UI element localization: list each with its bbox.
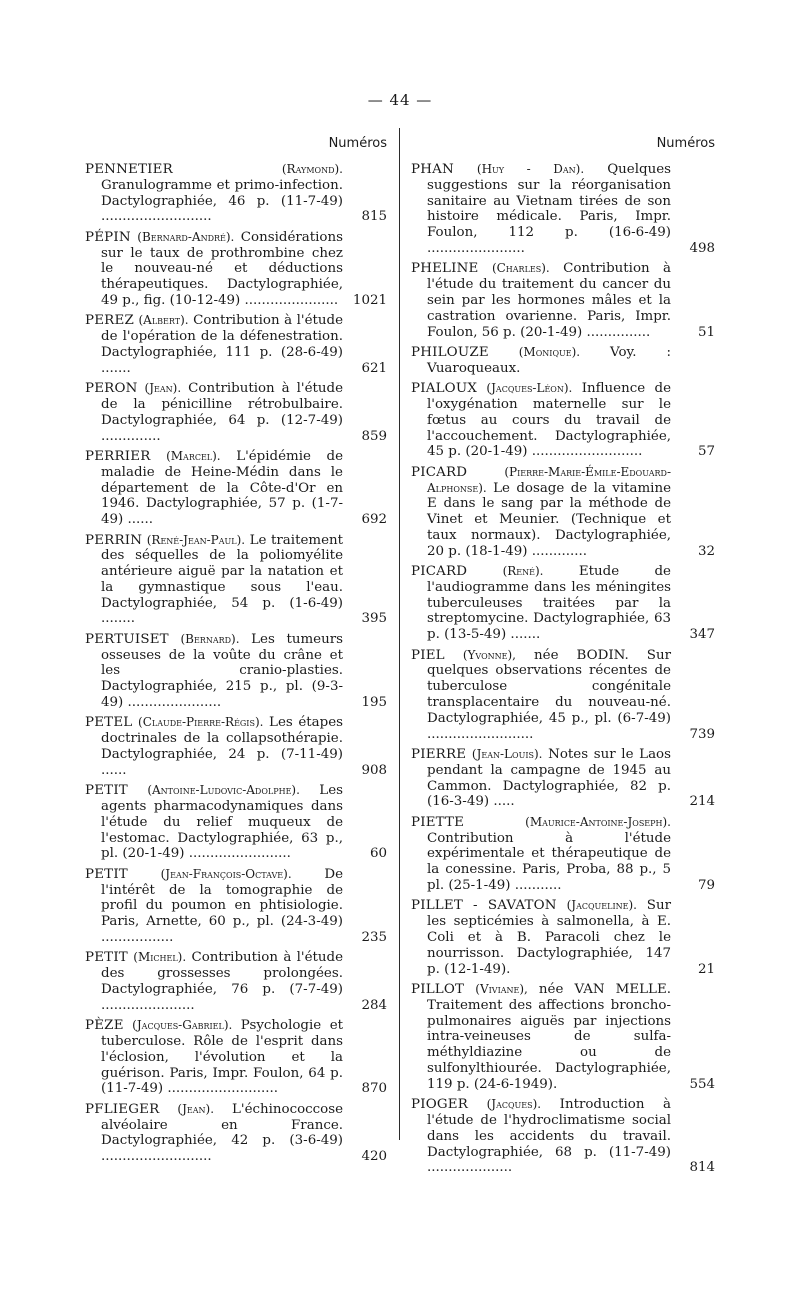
thesis-description: Les étapes doctrinales de la collapsothérapie. Dactylographiée, 24 p. (7-11-49) ...... (101, 715, 344, 778)
entry-text (85, 867, 387, 946)
left-column (85, 136, 387, 1170)
bibliography-entry (411, 162, 715, 257)
author-first-names: (René-Jean-Paul). (146, 532, 246, 547)
column-header-left: Numéros (328, 136, 387, 151)
thesis-description: De l'intérêt de la tomographie de profil du poumon en phtisiologie. Paris, Arnette, 60 p., pl. (24-3-49) ................. (101, 866, 343, 945)
thesis-description: Psychologie et tuberculose. Rôle de l'esprit dans l'éclosion, l'évolution et la guérison. Paris, Impr. Foulon, 64 p. (11-7-49) .......................... (101, 1018, 343, 1097)
author-first-names: (Michel). (133, 950, 187, 965)
bibliography-entry (85, 632, 387, 711)
entry-text (411, 162, 715, 257)
author-surname: PIALOUX (411, 381, 478, 397)
entry-text (411, 381, 715, 460)
entry-text (411, 1097, 715, 1176)
bibliography-entry (85, 715, 387, 778)
bibliography-entry (85, 1018, 387, 1097)
bibliography-entry (411, 345, 715, 377)
thesis-description: Introduction à l'étude de l'hydroclimatisme social dans les accidents du travail. Dactylographiée, 68 p. (11-7-49) .................... (427, 1097, 671, 1176)
entry-number: 739 (689, 726, 715, 742)
author-surname: PÈZE (85, 1018, 124, 1034)
thesis-description: Sur les septicémies à salmonella, à E. Coli et à B. Paracoli chez le nourrisson. Dactylographiée, 147 p. (12-1-49). (427, 898, 671, 977)
entry-number: 284 (361, 997, 387, 1013)
author-first-names: (Raymond). (281, 162, 343, 176)
entry-text (85, 950, 387, 1013)
entry-number: 420 (361, 1149, 387, 1165)
entry-text (85, 1102, 387, 1165)
thesis-description: Le dosage de la vitamine E dans le sang par la méthode de Vinet et Meunier. (Technique et taux normaux). Dactylographiée, 20 p. (18-1-49) ............. (427, 480, 671, 559)
author-surname: PERRIER (85, 448, 151, 464)
bibliography-entry (411, 982, 715, 1093)
entry-text (85, 632, 387, 711)
author-first-names: (Jean-François-Octave). (160, 866, 292, 881)
entry-number: 195 (361, 695, 387, 711)
entry-number: 1021 (352, 292, 387, 308)
bibliography-entry (85, 533, 387, 628)
entry-number: 859 (361, 428, 387, 444)
entry-text (85, 449, 387, 528)
entry-number: 32 (697, 543, 715, 559)
bibliography-entry (411, 1097, 715, 1176)
author-surname: PÉPIN (85, 229, 131, 245)
author-first-names: (Charles). (491, 261, 550, 276)
entry-list-left (85, 162, 387, 1165)
author-surname: PERTUISET (85, 631, 169, 647)
entry-text (85, 162, 387, 225)
thesis-description: Contribution à l'étude expérimentale et thérapeutique de la conessine. Paris, Proba, 88 p., 5 pl. (25-1-49) ........... (427, 830, 671, 894)
right-column (411, 136, 715, 1181)
entry-text (411, 747, 715, 810)
author-surname: PETIT (85, 950, 128, 966)
author-first-names: (Viviane), (475, 981, 528, 996)
thesis-description: Considérations sur le taux de prothrombine chez le nouveau-né et déductions thérapeutiques. Dactylographiée, 49 p., fig. (10-12-49) ...................... (101, 229, 343, 308)
author-surname: PILLOT (411, 981, 465, 997)
bibliography-entry (411, 815, 715, 894)
entry-text (85, 783, 387, 862)
thesis-description: Contribution à l'étude des grossesses prolongées. Dactylographiée, 76 p. (7-7-49) ...................... (101, 950, 344, 1013)
entry-number: 57 (697, 444, 715, 460)
entry-number: 498 (689, 240, 715, 256)
author-surname: PENNETIER (85, 162, 173, 177)
author-surname: PIERRE (411, 747, 467, 763)
author-surname: PETIT (85, 866, 128, 882)
entry-text (411, 564, 715, 643)
author-first-names: (Claude-Pierre-Régis). (138, 715, 264, 730)
author-first-names: (Jean). (177, 1101, 215, 1116)
thesis-description: Influence de l'oxygénation maternelle sur le fœtus au cours du travail de l'accouchement. Dactylographiée, 45 p. (20-1-49) .......................... (427, 381, 671, 460)
author-surname: PFLIEGER (85, 1101, 160, 1117)
author-first-names: (Huy - Dan). (476, 162, 585, 176)
author-first-names: (Yvonne), (462, 647, 516, 662)
entry-text (411, 261, 715, 340)
entry-number: 235 (361, 930, 387, 945)
entry-number: 60 (369, 846, 387, 862)
thesis-description: Quelques suggestions sur la réorganisation sanitaire au Vietnam tirées de son histoire médicale. Paris, Impr. Foulon, 112 p. (16-6-49) ....................... (427, 162, 672, 256)
author-surname: PICARD (411, 564, 468, 580)
entry-text (85, 230, 387, 309)
thesis-description: L'épidémie de maladie de Heine-Médin dans le département de la Côte-d'Or en 1946. Dactylographiée, 57 p. (1-7-49) ...... (101, 448, 344, 528)
entry-number: 395 (361, 611, 387, 627)
entry-text (411, 345, 715, 377)
author-surname: PICARD (411, 464, 468, 480)
thesis-description: Notes sur le Laos pendant la campagne de 1945 au Cammon. Dactylographiée, 82 p. (16-3-49) ..... (427, 747, 671, 810)
author-surname: PIEL (411, 647, 445, 663)
author-surname: PIOGER (411, 1097, 469, 1113)
entry-text (411, 648, 715, 743)
bibliography-entry (85, 1102, 387, 1165)
author-surname: PETIT (85, 783, 128, 799)
author-first-names: (Jacques). (486, 1097, 542, 1112)
author-first-names: (Monique). (518, 344, 581, 359)
entry-number: 814 (689, 1160, 715, 1176)
bibliography-entry (411, 747, 715, 810)
thesis-description: Etude de l'audiogramme dans les méningites tuberculeuses traitées par la streptomycine. Dactylographiée, 63 p. (13-5-49) ....... (427, 564, 671, 643)
author-surname: PEREZ (85, 313, 134, 329)
bibliography-entry (411, 465, 715, 560)
entry-text (411, 815, 715, 894)
bibliography-entry (411, 898, 715, 977)
thesis-description: Contribution à l'étude de la pénicilline rétrobulbaire. Dactylographiée, 64 p. (12-7-49) .............. (101, 381, 343, 444)
bibliography-entry (85, 783, 387, 862)
thesis-description: L'échinococcose alvéolaire en France. Dactylographiée, 42 p. (3-6-49) .......................... (101, 1101, 343, 1165)
bibliography-entry (85, 162, 387, 225)
author-first-names: (René). (502, 564, 544, 579)
entry-number: 79 (697, 878, 715, 894)
bibliography-entry (411, 564, 715, 643)
column-header-right: Numéros (656, 136, 715, 151)
author-surname: PHAN (411, 162, 454, 177)
author-first-names: (Bernard). (180, 631, 240, 646)
entry-number: 621 (361, 360, 387, 376)
author-first-names: (Marcel). (166, 448, 221, 463)
entry-number: 347 (689, 627, 715, 643)
page-number: — 44 — (367, 91, 433, 109)
bibliography-entry (85, 867, 387, 946)
author-surname: PERON (85, 381, 138, 397)
entry-text (85, 533, 387, 628)
author-first-names: (Pierre-Marie-Émile-Edouard-Alphonse). (427, 464, 671, 495)
entry-text (85, 313, 387, 376)
entry-list-right (411, 162, 715, 1176)
author-surname: PILLET - SAVATON (411, 898, 557, 914)
author-first-names: (Jacques-Léon). (486, 381, 573, 396)
author-first-names: (Albert). (138, 313, 189, 328)
thesis-description: Les agents pharmacodynamiques dans l'étude du relief muqueux de l'estomac. Dactylographiée, 63 p., pl. (20-1-49) ........................ (101, 783, 343, 862)
entry-number: 214 (689, 794, 715, 810)
author-first-names: (Jacqueline). (566, 898, 637, 913)
entry-number: 870 (361, 1081, 387, 1097)
bibliography-entry (85, 950, 387, 1013)
author-first-names: (Maurice-Antoine-Joseph). (525, 814, 671, 829)
thesis-description: Les tumeurs osseuses de la voûte du crâne et les cranio-plasties. Dactylographiée, 215 p., pl. (9-3-49) ...................... (101, 631, 343, 711)
author-surname: PIETTE (411, 814, 465, 830)
entry-number: 815 (361, 209, 387, 225)
thesis-description: Voy. : Vuaroqueaux. (427, 344, 671, 376)
author-surname: PHELINE (411, 261, 479, 277)
thesis-description: née VAN MELLE. Traitement des affections broncho-pulmonaires aiguës par injections intra-veineuses de sulfa-méthyldiazine ou de sulfonylthiourée. Dactylographiée, 119 p. (24-6-1949). (427, 981, 671, 1092)
author-first-names: (Bernard-André). (137, 229, 235, 244)
bibliography-entry (85, 381, 387, 444)
thesis-description: Contribution à l'étude du traitement du cancer du sein par les hormones mâles et la castration ovarienne. Paris, Impr. Foulon, 56 p. (20-1-49) ............... (427, 261, 671, 340)
author-first-names: (Jean-Louis). (471, 747, 543, 762)
bibliography-entry (85, 313, 387, 376)
thesis-description: née BODIN. Sur quelques observations récentes de tuberculose congénitale transplacentaire du nouveau-né. Dactylographiée, 45 p., pl. (6-7-49) ......................... (427, 647, 671, 742)
bibliography-entry (411, 261, 715, 340)
entry-text (85, 381, 387, 444)
bibliography-entry (85, 230, 387, 309)
author-first-names: (Jean). (144, 381, 182, 396)
column-divider (399, 128, 400, 1140)
author-surname: PETEL (85, 715, 133, 731)
entry-text (411, 982, 715, 1093)
entry-number: 692 (361, 512, 387, 528)
thesis-description: Le traitement des séquelles de la poliomyélite antérieure aiguë par la natation et la gymnastique sous l'eau. Dactylographiée, 54 p. (1-6-49) ........ (101, 532, 344, 627)
author-first-names: (Antoine-Ludovic-Adolphe). (147, 783, 300, 798)
entry-text (411, 465, 715, 560)
bibliography-entry (85, 449, 387, 528)
entry-number: 554 (689, 1076, 715, 1092)
author-first-names: (Jacques-Gabriel). (132, 1018, 233, 1033)
author-surname: PHILOUZE (411, 344, 489, 360)
bibliography-entry (411, 381, 715, 460)
bibliography-entry (411, 648, 715, 743)
entry-number: 51 (697, 324, 715, 340)
author-surname: PERRIN (85, 532, 143, 548)
entry-text (85, 715, 387, 778)
thesis-description: Granulogramme et primo-infection. Dactylographiée, 46 p. (11-7-49) .......................... (101, 177, 343, 225)
entry-text (411, 898, 715, 977)
entry-number: 21 (697, 961, 715, 977)
entry-text (85, 1018, 387, 1097)
entry-number: 908 (361, 762, 387, 778)
thesis-description: Contribution à l'étude de l'opération de la défenestration. Dactylographiée, 111 p. (28-6-49) ....... (101, 313, 343, 376)
